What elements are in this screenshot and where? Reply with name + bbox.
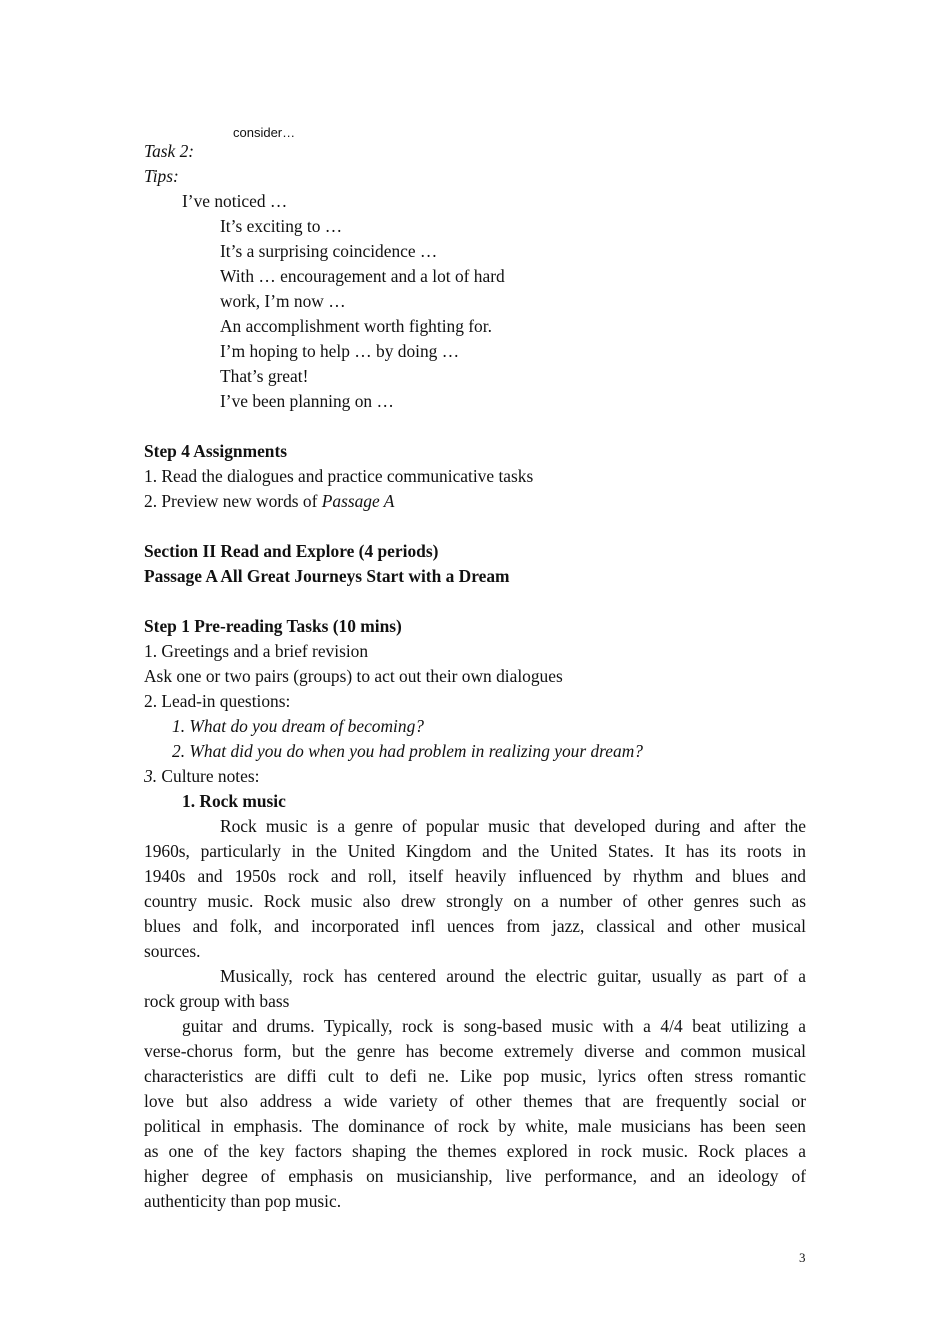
tip-line: That’s great! bbox=[220, 366, 309, 386]
tip-line: It’s exciting to … bbox=[220, 216, 343, 236]
paragraph-line: 1960s, particularly in the United Kingdom and the United States. It has its roots in bbox=[144, 841, 806, 861]
lead-in-question: 2. What did you do when you had problem in realizing your dream? bbox=[172, 741, 643, 761]
tip-line: I’m hoping to help … by doing … bbox=[220, 341, 460, 361]
lead-in-question: 1. What do you dream of becoming? bbox=[172, 716, 424, 736]
culture-note-title: 1. Rock music bbox=[182, 791, 286, 811]
paragraph-line: rock group with bass bbox=[144, 991, 290, 1011]
item3-text: Culture notes: bbox=[157, 766, 260, 786]
tip-line: It’s a surprising coincidence … bbox=[220, 241, 438, 261]
tip-line: work, I’m now … bbox=[220, 291, 346, 311]
paragraph-rock-music-1 bbox=[144, 814, 806, 964]
step4-item2-prefix: 2. Preview new words of bbox=[144, 491, 322, 511]
step1-item bbox=[144, 764, 259, 789]
tip-line: With … encouragement and a lot of hard bbox=[220, 266, 505, 286]
paragraph-line: country music. Rock music also drew strongly on a number of other genres such as bbox=[144, 891, 806, 911]
step4-item bbox=[144, 489, 394, 514]
paragraph-line: higher degree of emphasis on musicianship, live performance, and an ideology of bbox=[144, 1166, 806, 1186]
paragraph-line: as one of the key factors shaping the themes explored in rock music. Rock places a bbox=[144, 1141, 806, 1161]
paragraph-line: sources. bbox=[144, 941, 201, 961]
paragraph-line: 1940s and 1950s rock and roll, itself heavily influenced by rhythm and blues and bbox=[144, 866, 806, 886]
step1-item-detail: Ask one or two pairs (groups) to act out their own dialogues bbox=[144, 666, 563, 686]
paragraph-line: love but also address a wide variety of other themes that are frequently social or bbox=[144, 1091, 806, 1111]
passage-title: Passage A All Great Journeys Start with a Dream bbox=[144, 566, 510, 586]
paragraph-line: Musically, rock has centered around the electric guitar, usually as part of a bbox=[220, 966, 806, 986]
tip-line: An accomplishment worth fighting for. bbox=[220, 316, 492, 336]
tip-line: I’ve been planning on … bbox=[220, 391, 394, 411]
step1-item: 2. Lead-in questions: bbox=[144, 691, 291, 711]
paragraph-rock-music-3 bbox=[144, 1014, 806, 1214]
paragraph-line: characteristics are diffi cult to defi ne. Like pop music, lyrics often stress romantic bbox=[144, 1066, 806, 1086]
paragraph-line: Rock music is a genre of popular music that developed during and after the bbox=[220, 816, 806, 836]
passage-a-reference: Passage A bbox=[321, 491, 395, 511]
step4-item: 1. Read the dialogues and practice communicative tasks bbox=[144, 466, 534, 486]
paragraph-line: authenticity than pop music. bbox=[144, 1191, 342, 1211]
tips-label: Tips: bbox=[144, 166, 179, 186]
step1-item: 1. Greetings and a brief revision bbox=[144, 641, 369, 661]
item3-number: 3. bbox=[144, 766, 158, 786]
step1-heading: Step 1 Pre-reading Tasks (10 mins) bbox=[144, 616, 402, 636]
paragraph-line: guitar and drums. Typically, rock is song-based music with a 4/4 beat utilizing a bbox=[182, 1016, 806, 1036]
paragraph-line: political in emphasis. The dominance of rock by white, male musicians has been seen bbox=[144, 1116, 806, 1136]
task2-heading: Task 2: bbox=[144, 141, 195, 161]
paragraph-line: verse-chorus form, but the genre has become extremely diverse and common musical bbox=[144, 1041, 806, 1061]
paragraph-line: blues and folk, and incorporated infl uences from jazz, classical and other musical bbox=[144, 916, 806, 936]
top-note: consider… bbox=[233, 125, 296, 140]
section-heading: Section II Read and Explore (4 periods) bbox=[144, 541, 439, 561]
step4-heading: Step 4 Assignments bbox=[144, 441, 288, 461]
page-number: 3 bbox=[799, 1250, 806, 1265]
paragraph-rock-music-2 bbox=[144, 964, 806, 1014]
tip-line: I’ve noticed … bbox=[182, 191, 288, 211]
